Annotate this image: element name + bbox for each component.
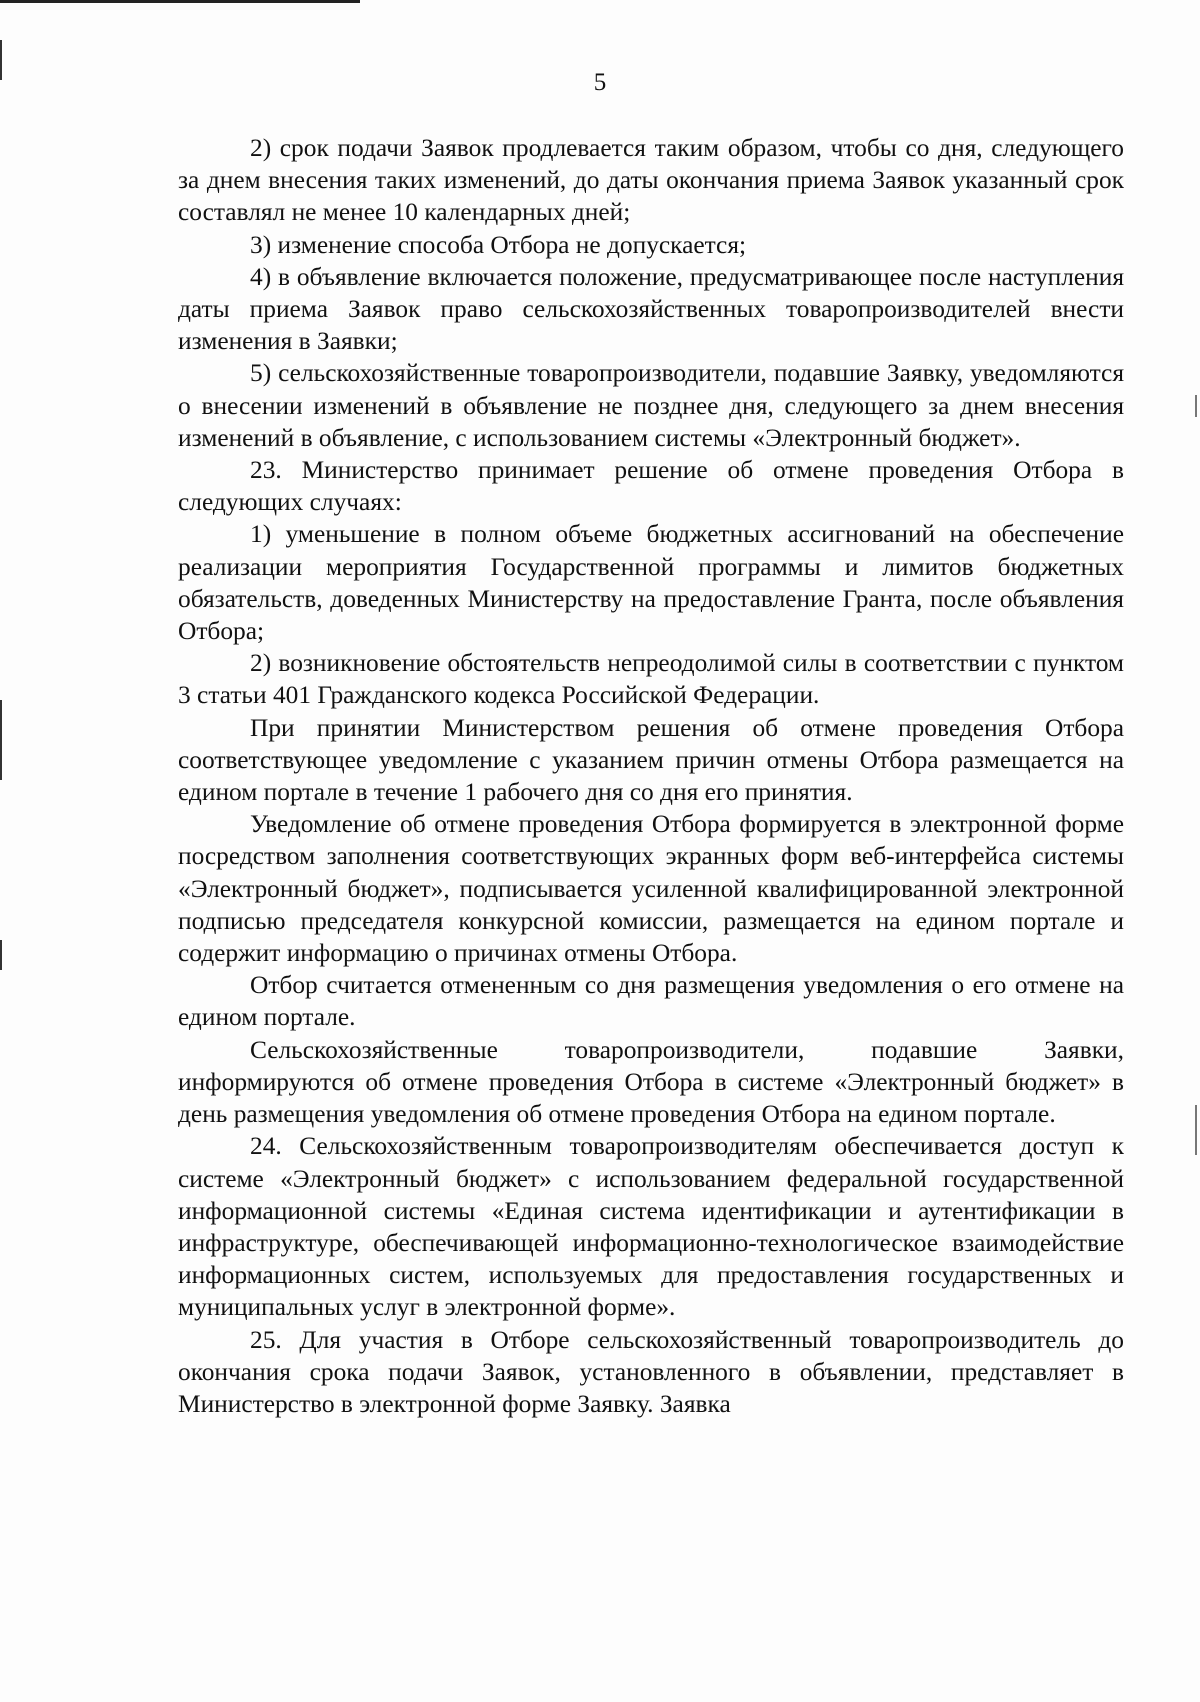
paragraph-clause-23-item-1: 1) уменьшение в полном объеме бюджетных ассигнований на обеспечение реализации мероприятия Государственной программы и лимитов бюджетных обязательств, доведенных Министерству на предоставление Гранта, после объявления Отбора; (178, 520, 1124, 646)
scan-top-rule (0, 0, 360, 3)
paragraph-clause-23-item-2: 2) возникновение обстоятельств непреодолимой силы в соответствии с пунктом 3 статьи 401 Гражданского кодекса Российской Федерации. (178, 649, 1124, 710)
document-body (178, 132, 1124, 1420)
paragraph-clause-24: 24. Сельскохозяйственным товаропроизводителям обеспечивается доступ к системе «Электронный бюджет» с использованием федеральной государственной информационной системы «Единая система идентификации и аутентификации в инфраструктуре, обеспечивающей информационно-технологическое взаимодействие информационных систем, используемых для предоставления государственных и муниципальных услуг в электронной форме». (178, 1132, 1124, 1322)
paragraph-producers-informed: Сельскохозяйственные товаропроизводители, подавшие Заявки, информируются об отмене проведения Отбора в системе «Электронный бюджет» в день размещения уведомления об отмене проведения Отбора на едином портале. (178, 1035, 1124, 1129)
paragraph-clause-25: 25. Для участия в Отборе сельскохозяйственный товаропроизводитель до окончания срока подачи Заявок, установленного в объявлении, представляет в Министерство в электронной форме Заявку. Заявка (178, 1325, 1124, 1418)
paragraph-notice-format: Уведомление об отмене проведения Отбора формируется в электронной форме посредством заполнения соответствующих экранных форм веб-интерфейса системы «Электронный бюджет», подписывается усиленной квалифицированной электронной подписью председателя конкурсной комиссии, размещается на едином портале и содержит информацию о причинах отмены Отбора. (178, 810, 1124, 968)
scan-edge-mark (1195, 1105, 1197, 1155)
scan-edge-mark (0, 940, 2, 970)
paragraph-item-2: 2) срок подачи Заявок продлевается таким образом, чтобы со дня, следующего за днем внесения таких изменений, до даты окончания приема Заявок указанный срок составлял не менее 10 календарных дней; (178, 134, 1124, 227)
scan-edge-mark (1195, 395, 1197, 417)
paragraph-cancellation-effective: Отбор считается отмененным со дня размещения уведомления о его отмене на едином портале. (178, 971, 1124, 1032)
paragraph-cancellation-notice: При принятии Министерством решения об отмене проведения Отбора соответствующее уведомление с указанием причин отмены Отбора размещается на едином портале в течение 1 рабочего дня со дня его принятия. (178, 713, 1124, 807)
paragraph-clause-23: 23. Министерство принимает решение об отмене проведения Отбора в следующих случаях: (178, 456, 1124, 517)
page-number: 5 (593, 69, 607, 96)
paragraph-item-5: 5) сельскохозяйственные товаропроизводители, подавшие Заявку, уведомляются о внесении изменений в объявление не позднее дня, следующего за днем внесения изменений в объявление, с использованием системы «Электронный бюджет». (178, 359, 1124, 452)
paragraph-item-4: 4) в объявление включается положение, предусматривающее после наступления даты приема Заявок право сельскохозяйственных товаропроизводителей внести изменения в Заявки; (178, 262, 1124, 356)
scan-edge-mark (0, 700, 2, 780)
paragraph-item-3: 3) изменение способа Отбора не допускается; (250, 230, 747, 259)
